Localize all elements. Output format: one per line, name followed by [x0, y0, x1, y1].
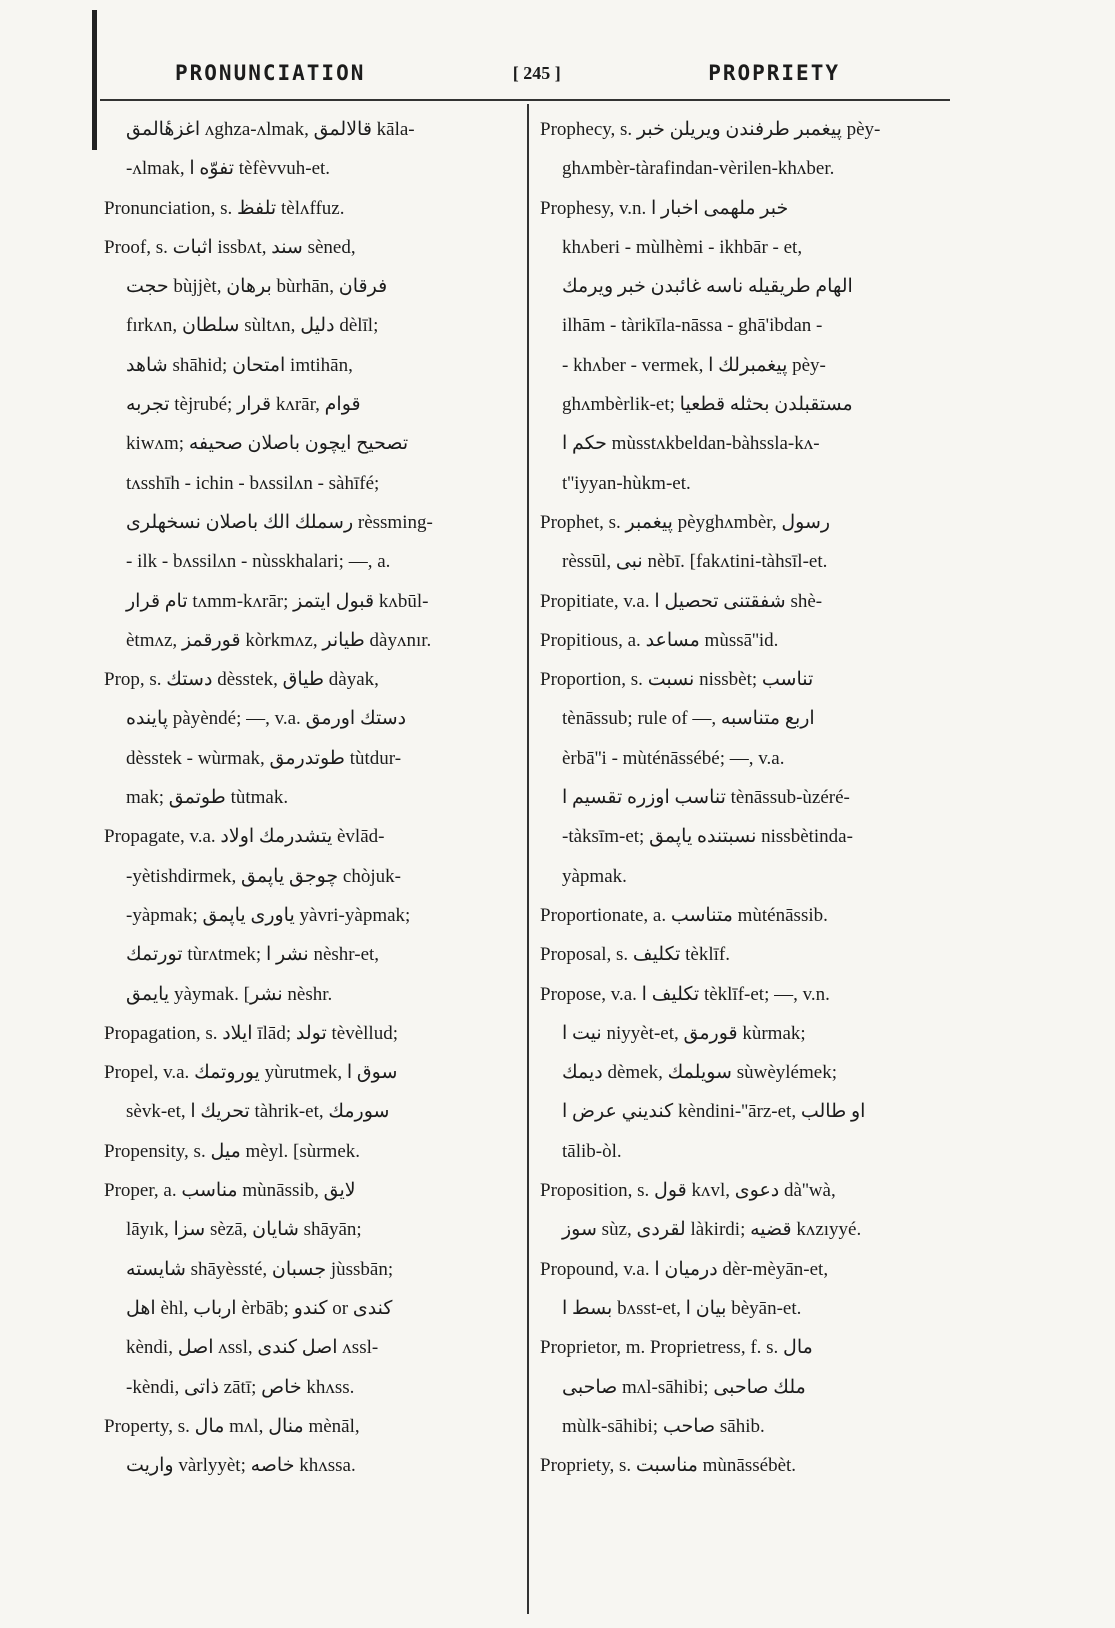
header-rule [100, 99, 950, 101]
entry-line: t''iyyan-hùkm-et. [562, 472, 691, 494]
entry-line: ghʌmbèrlik-et; مستقبلدن بحثله قطعيا [562, 394, 853, 416]
entry-line: نيت ا niyyèt-et, قورمق kùrmak; [562, 1022, 806, 1044]
entry-line: Propound, v.a. درميان ا dèr-mèyān-et, [540, 1258, 829, 1280]
entry-line: تورتمك tùrʌtmek; نشر ا nèshr-et, [126, 944, 380, 966]
entry-line: -ʌlmak, تفوّه ا tèfèvvuh-et. [126, 158, 331, 180]
entry-line: ilhām - tàrikīla-nāssa - ghā'ibdan - [562, 315, 823, 337]
entry-line: -kèndi, ذاتی zātī; خاص khʌss. [126, 1376, 355, 1398]
entry-line: Proper, a. مناسب mùnāssib, لايق [104, 1180, 356, 1202]
entry-line: fırkʌn, سلطان sùltʌn, دليل dèlīl; [126, 315, 379, 337]
entry-line: Prophecy, s. پيغمبر طرفندن ويريلن خبر pèy- [540, 119, 881, 140]
entry-line: بسط ا bʌsst-et, بيان ا bèyān-et. [562, 1297, 802, 1319]
entry-line: tènāssub; rule of —, اربع متناسبه [562, 708, 815, 730]
entry-line: Propensity, s. ميل mèyl. [sùrmek. [104, 1140, 361, 1162]
entry-line: mùlk-sāhibi; صاحب sāhib. [562, 1415, 765, 1437]
entry-line: تجربه tèjrubé; قرار kʌrār, قوام [126, 394, 361, 416]
entry-line: Propose, v.a. تكليف ا tèklīf-et; —, v.n. [540, 983, 830, 1005]
right-column [540, 110, 945, 1485]
entry-line: Proof, s. اثبات issbʌt, سند sèned, [104, 236, 356, 258]
entry-line: كنديني عرض ا kèndini-''ārz-et, او طالب [562, 1101, 866, 1123]
entry-line: اغزهٔالمق ʌghza-ʌlmak, قالالمق kāla- [126, 119, 415, 140]
column-divider [527, 104, 529, 1614]
binding-edge [92, 10, 97, 150]
entry-line: tālib-òl. [562, 1140, 622, 1162]
left-column [104, 110, 509, 1485]
entry-line: Propitiate, v.a. شفقتنی تحصيل ا shè- [540, 590, 823, 612]
entry-line: Prophet, s. پيغمبر pèyghʌmbèr, رسول [540, 511, 831, 533]
entry-line: الهام طريقيله ناسه غائبدن خبر ويرمك [562, 276, 853, 298]
entry-line: kèndi, اصل ʌssl, اصل كندی ʌssl- [126, 1337, 379, 1359]
entry-line: ghʌmbèr-tàrafindan-vèrilen-khʌber. [562, 158, 835, 180]
entry-line: Propagation, s. ايلاد īlād; تولد tèvèllud; [104, 1022, 398, 1044]
entry-line: Propitious, a. مساعد mùssā''id. [540, 629, 779, 651]
entry-line: شاهد shāhid; امتحان imtihān, [126, 354, 353, 376]
entry-line: صاحبی mʌl-sāhibi; ملك صاحبی [562, 1376, 806, 1398]
entry-line: mak; طوتمق tùtmak. [126, 787, 289, 809]
entry-line: Proportion, s. نسبت nissbèt; تناسب [540, 669, 814, 691]
entry-line: سوز sùz, لقردی làkirdi; قضيه kʌzıyyé. [562, 1219, 862, 1241]
entry-line: Pronunciation, s. تلفظ tèlʌffuz. [104, 197, 345, 219]
entry-line: پاينده pàyèndé; —, v.a. دستك اورمق [126, 708, 407, 730]
entry-line: Propel, v.a. يوروتمك yùrutmek, سوق ا [104, 1062, 398, 1084]
entry-line: واريت vàrlyyèt; خاصه khʌssa. [126, 1455, 356, 1477]
entry-line: tʌsshīh - ichin - bʌssilʌn - sàhīfé; [126, 472, 380, 494]
entry-line: ètmʌz, قورقمز kòrkmʌz, طيانر dàyʌnır. [126, 629, 432, 651]
entry-line: dèsstek - wùrmak, طوتدرمق tùtdur- [126, 747, 402, 769]
entry-line: -yètishdirmek, چوجق ياپمق chòjuk- [126, 865, 401, 887]
entry-line: Proportionate, a. متناسب mùténāssib. [540, 904, 828, 926]
entry-line: sèvk-et, تحريك ا tàhrik-et, سورمك [126, 1101, 390, 1123]
entry-line: Proposal, s. تكليف tèklīf. [540, 944, 730, 966]
entry-line: يايمق yàymak. [نشر nèshr. [126, 983, 333, 1005]
entry-line: Proprietor, m. Proprietress, f. s. مال [540, 1337, 813, 1359]
page-number: [ 245 ] [512, 62, 561, 83]
entry-line: اهل èhl, ارباب èrbāb; كندو or كندی [126, 1297, 393, 1319]
entry-line: Propriety, s. مناسبت mùnāssébèt. [540, 1455, 797, 1477]
entry-line: rèssūl, نبی nèbī. [fakʌtini-tàhsīl-et. [562, 551, 828, 573]
entry-line: -yàpmak; ياوری ياپمق yàvri-yàpmak; [126, 904, 411, 926]
entry-line: lāyık, سزا sèzā, شايان shāyān; [126, 1219, 362, 1241]
entry-line: حجت bùjjèt, برهان bùrhān, فرقان [126, 276, 388, 298]
entry-line: Prop, s. دستك dèsstek, طياق dàyak, [104, 669, 379, 691]
entry-line: تام قرار tʌmm-kʌrār; قبول ايتمز kʌbūl- [126, 590, 429, 612]
entry-line: تناسب اوزره تقسيم ا tènāssub-ùzéré- [562, 787, 850, 809]
entry-line: Prophesy, v.n. خبر ملهمی اخبار ا [540, 197, 789, 219]
entry-line: khʌberi - mùlhèmi - ikhbār - et, [562, 236, 803, 258]
entry-line: رسملك الك باصلان نسخهلری rèssming- [126, 511, 433, 533]
entry-line: Propagate, v.a. يتشدرمك اولاد èvlād- [104, 826, 385, 848]
entry-line: yàpmak. [562, 865, 627, 887]
entry-line: ديمك dèmek, سويلمك sùwèylémek; [562, 1062, 837, 1084]
header-left-word: PRONUNCIATION [175, 61, 366, 85]
running-header [175, 58, 840, 88]
entry-line: kiwʌm; تصحيح ايچون باصلان صحيفه [126, 433, 409, 455]
entry-line: èrbā''i - mùténāssébé; —, v.a. [562, 747, 785, 769]
entry-line: - khʌber - vermek, پيغمبرلك ا pèy- [562, 354, 826, 376]
entry-line: Proposition, s. قول kʌvl, دعوی dà''wà, [540, 1180, 836, 1202]
entry-line: - ilk - bʌssilʌn - nùsskhalari; —, a. [126, 551, 391, 573]
entry-line: شايسته shāyèssté, جسبان jùssbān; [126, 1258, 394, 1280]
entry-line: -tàksīm-et; نسبتنده ياپمق nissbètinda- [562, 826, 853, 848]
entry-line: حكم ا mùsstʌkbeldan-bàhssla-kʌ- [562, 433, 820, 455]
header-right-word: PROPRIETY [708, 61, 840, 85]
entry-line: Property, s. مال mʌl, منال mènāl, [104, 1415, 360, 1437]
